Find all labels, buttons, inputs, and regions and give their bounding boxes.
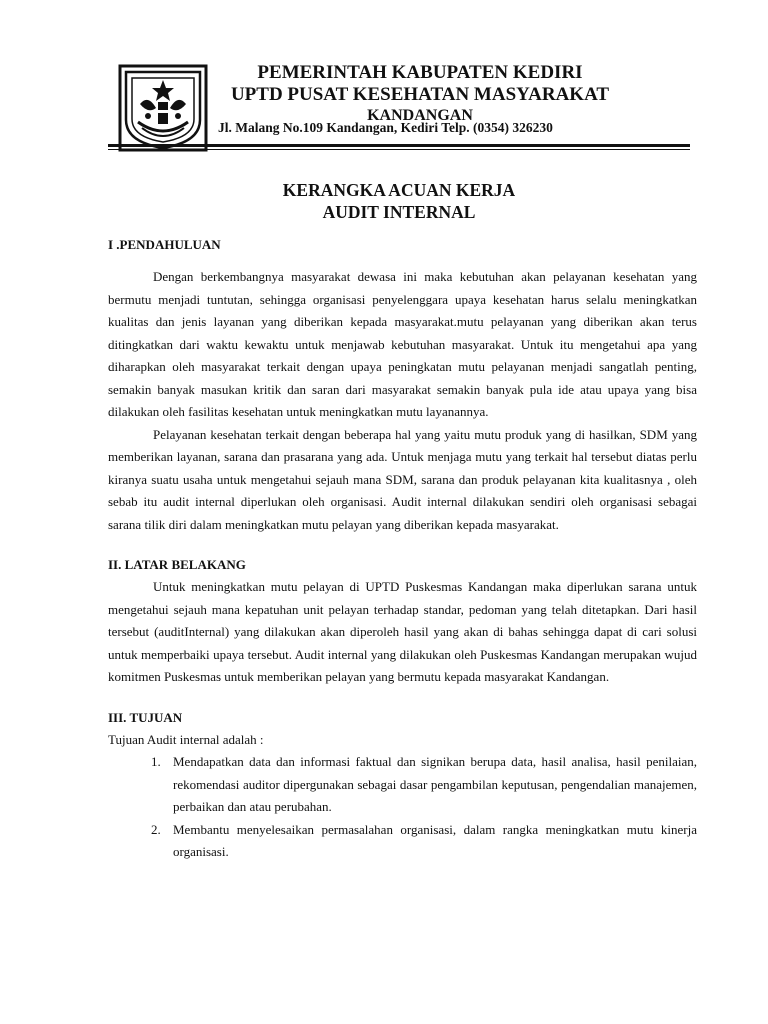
section-heading-tujuan: III. TUJUAN bbox=[108, 709, 183, 725]
paragraph-pendahuluan-1: Dengan berkembangnya masyarakat dewasa ini maka kebutuhan akan pelayanan kesehatan yang bermutu menjadi tuntutan, sehingga organisasi penyelenggara upaya kesehatan harus selalu meningkatkan kualitas dan jenis layanan yang diberikan kepada masyarakat.mutu pelayanan yang diberikan akan terus ditingkatkan dari waktu kewaktu untuk menjawab kebutuhan masyarakat. Untuk itu mengetahui apa yang diharapkan oleh masyarakat terkait dengan upaya peningkatan mutu pelayanan menjadi sangatlah penting, semakin banyak masukan kritik dan saran dari masyarakat semakin banyak pula ide atau upaya yang bisa dilakukan oleh fasilitas kesehatan untuk meningkatkan mutu layanannya. bbox=[108, 269, 697, 419]
letterhead-institution: UPTD PUSAT KESEHATAN MASYARAKAT bbox=[230, 84, 610, 105]
tujuan-list bbox=[108, 751, 697, 864]
letterhead-address: Jl. Malang No.109 Kandangan, Kediri Telp. (0354) 326230 bbox=[218, 120, 553, 135]
section-heading-pendahuluan: I .PENDAHULUAN bbox=[108, 237, 221, 252]
list-item-text: Mendapatkan data dan informasi faktual dan signikan berupa data, hasil analisa, hasil penilaian, rekomendasi auditor dipergunakan sebagai dasar pengambilan keputusan, pengendalian manajemen, perbaikan dan atau perubahan. bbox=[173, 754, 697, 814]
tujuan-intro: Tujuan Audit internal adalah : bbox=[108, 731, 264, 747]
paragraph-pendahuluan-2: Pelayanan kesehatan terkait dengan beberapa hal yang yaitu mutu produk yang di hasilkan, SDM yang memberikan layanan, sarana dan prasarana yang ada. Untuk menjaga mutu yang terkait hal tersebut diatas perlu kiranya suatu usaha untuk mengetahui sejauh mana SDM, sarana dan produk pelayanan kita kualitasnya , oleh sebab itu audit internal diperlukan oleh organisasi. Audit internal dilakukan sendiri oleh organisasi sebagai sarana tilik diri dalam meningkatkan mutu pelayan yang diberikan kepada masyarakat. bbox=[108, 426, 697, 532]
list-item-number: 1. bbox=[151, 754, 161, 769]
list-item-text: Membantu menyelesaikan permasalahan organisasi, dalam rangka meningkatkan mutu kinerja organisasi. bbox=[173, 821, 697, 859]
title-line-2: AUDIT INTERNAL bbox=[322, 202, 476, 222]
list-item-number: 2. bbox=[151, 821, 161, 837]
document-body bbox=[108, 234, 697, 864]
letterhead-divider bbox=[108, 144, 690, 147]
document-title bbox=[108, 179, 690, 223]
list-item bbox=[108, 751, 697, 819]
letterhead-location: KANDANGAN bbox=[367, 107, 473, 124]
letterhead bbox=[210, 62, 630, 126]
letterhead-divider-thin bbox=[108, 149, 690, 150]
paragraph-latar-belakang: Untuk meningkatkan mutu pelayan di UPTD Puskesmas Kandangan maka diperlukan sarana untuk mengetahui sejauh mana kepatuhan unit pelayan terhadap standar, pedoman yang telah ditetapkan. Dari hasil tersebut (auditInternal) yang dilakukan akan diperoleh hasil yang akan di bahas sehingga dapat di cari solusi untuk memperbaiki upaya tersebut. Audit internal yang dilakukan oleh Puskesmas Kandangan merupakan wujud komitmen Puskesmas untuk memberikan pelayan yang bermutu kepada masyarakat Kandangan. bbox=[108, 579, 697, 684]
title-line-1: KERANGKA ACUAN KERJA bbox=[282, 180, 516, 200]
letterhead-government: PEMERINTAH KABUPATEN KEDIRI bbox=[257, 62, 583, 83]
section-heading-latar-belakang: II. LATAR BELAKANG bbox=[108, 557, 246, 572]
kabupaten-kediri-crest-icon bbox=[118, 64, 208, 152]
list-item bbox=[108, 819, 697, 864]
